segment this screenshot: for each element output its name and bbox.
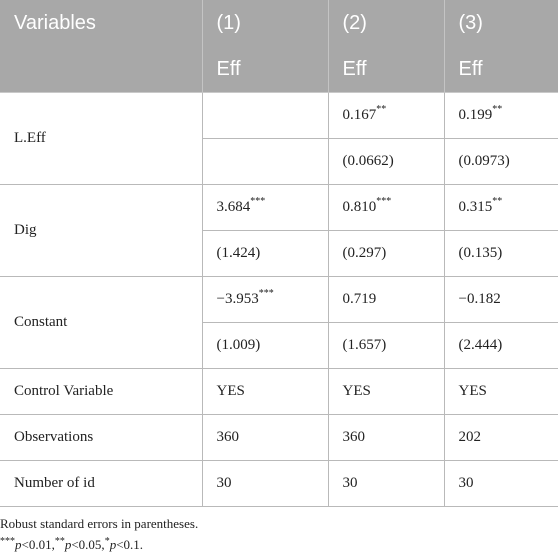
- cell-coef: 0.810***: [328, 185, 444, 231]
- note-robust-se: Robust standard errors in parentheses.: [0, 516, 199, 531]
- cell-se: (1.424): [202, 231, 328, 277]
- cell-coef: 0.199**: [444, 93, 558, 139]
- row-label-number-of-id: Number of id: [0, 461, 202, 507]
- table-row-control-variable: [0, 369, 558, 415]
- table-cell: 360: [328, 415, 444, 461]
- table-row-constant-coef: [0, 277, 558, 323]
- header-depvar-1: Eff: [202, 46, 328, 93]
- row-label-constant: Constant: [0, 277, 202, 369]
- row-label-leff: L.Eff: [0, 93, 202, 185]
- header-row-columns: [0, 0, 558, 46]
- header-blank: [0, 46, 202, 93]
- table-cell: 202: [444, 415, 558, 461]
- cell-se: (0.297): [328, 231, 444, 277]
- table-cell: YES: [202, 369, 328, 415]
- header-col-3: (3): [444, 0, 558, 46]
- cell-se: (0.0662): [328, 139, 444, 185]
- header-col-2: (2): [328, 0, 444, 46]
- cell-se: (0.0973): [444, 139, 558, 185]
- table-row-dig-coef: [0, 185, 558, 231]
- cell-se: [202, 139, 328, 185]
- table-notes: [0, 513, 198, 555]
- row-label-observations: Observations: [0, 415, 202, 461]
- table-cell: 30: [444, 461, 558, 507]
- table-row-leff-coef: [0, 93, 558, 139]
- cell-se: (2.444): [444, 323, 558, 369]
- row-label-control: Control Variable: [0, 369, 202, 415]
- table-body: [0, 93, 558, 507]
- cell-se: (0.135): [444, 231, 558, 277]
- table-cell: YES: [444, 369, 558, 415]
- table-cell: 30: [202, 461, 328, 507]
- header-depvar-2: Eff: [328, 46, 444, 93]
- cell-coef: −0.182: [444, 277, 558, 323]
- table-cell: 360: [202, 415, 328, 461]
- cell-se: (1.009): [202, 323, 328, 369]
- cell-coef: 0.315**: [444, 185, 558, 231]
- table-cell: YES: [328, 369, 444, 415]
- header-depvar-3: Eff: [444, 46, 558, 93]
- header-variables: Variables: [0, 0, 202, 46]
- cell-coef: −3.953***: [202, 277, 328, 323]
- cell-coef: 0.167**: [328, 93, 444, 139]
- cell-coef: 3.684***: [202, 185, 328, 231]
- cell-coef: [202, 93, 328, 139]
- cell-coef: 0.719: [328, 277, 444, 323]
- cell-se: (1.657): [328, 323, 444, 369]
- table-header: [0, 0, 558, 93]
- table-cell: 30: [328, 461, 444, 507]
- row-label-dig: Dig: [0, 185, 202, 277]
- note-significance: ***p<0.01,**p<0.05,*p<0.1.: [0, 536, 144, 552]
- header-col-1: (1): [202, 0, 328, 46]
- table-row-observations: [0, 415, 558, 461]
- table-row-number-of-id: [0, 461, 558, 507]
- header-row-depvar: [0, 46, 558, 93]
